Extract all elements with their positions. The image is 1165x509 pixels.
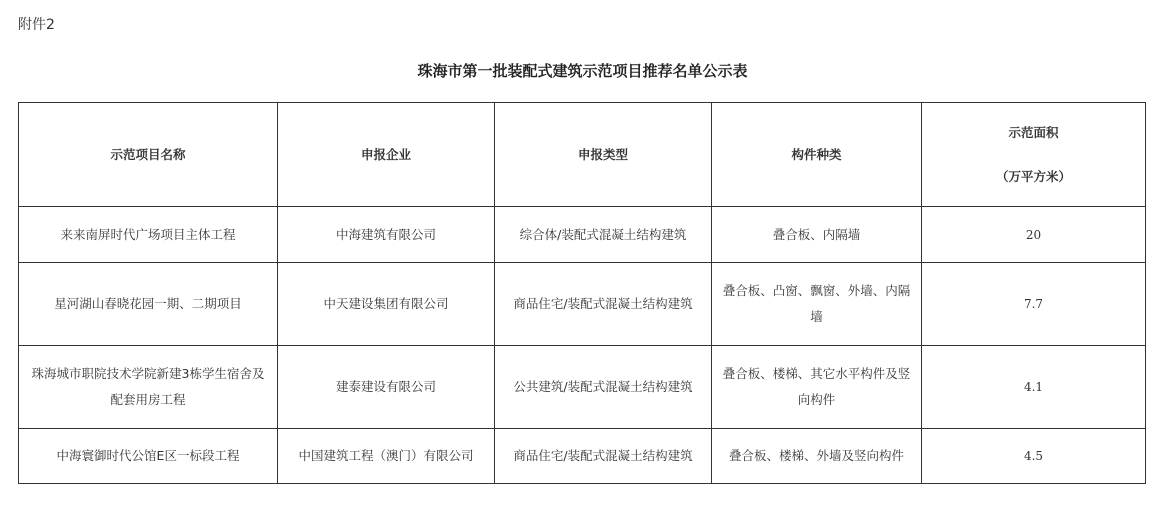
- cell-components: 叠合板、楼梯、外墙及竖向构件: [712, 429, 922, 484]
- header-area-unit: （万平方米）: [995, 168, 1071, 184]
- cell-company: 建泰建设有限公司: [278, 346, 495, 429]
- cell-area: 4.5: [922, 429, 1146, 484]
- cell-area: 20: [922, 207, 1146, 263]
- cell-company: 中天建设集团有限公司: [278, 263, 495, 346]
- cell-type: 公共建筑/装配式混凝土结构建筑: [495, 346, 712, 429]
- project-table: [18, 102, 1146, 484]
- cell-project-name: 珠海城市职院技术学院新建3栋学生宿舍及配套用房工程: [19, 346, 278, 429]
- table-row: [19, 207, 1146, 263]
- header-components: 构件种类: [712, 103, 922, 207]
- cell-components: 叠合板、凸窗、飘窗、外墙、内隔墙: [712, 263, 922, 346]
- cell-type: 综合体/装配式混凝土结构建筑: [495, 207, 712, 263]
- cell-components: 叠合板、楼梯、其它水平构件及竖向构件: [712, 346, 922, 429]
- cell-type: 商品住宅/装配式混凝土结构建筑: [495, 263, 712, 346]
- table-row: [19, 429, 1146, 484]
- header-company: 申报企业: [278, 103, 495, 207]
- cell-area: 4.1: [922, 346, 1146, 429]
- header-area-label: 示范面积: [1008, 124, 1059, 140]
- cell-components: 叠合板、内隔墙: [712, 207, 922, 263]
- header-project-name: 示范项目名称: [19, 103, 278, 207]
- cell-company: 中国建筑工程（澳门）有限公司: [278, 429, 495, 484]
- attachment-label: 附件2: [18, 17, 55, 33]
- document-title: 珠海市第一批装配式建筑示范项目推荐名单公示表: [417, 62, 748, 80]
- cell-company: 中海建筑有限公司: [278, 207, 495, 263]
- cell-type: 商品住宅/装配式混凝土结构建筑: [495, 429, 712, 484]
- header-area: [922, 103, 1146, 207]
- cell-project-name: 星河湖山春晓花园一期、二期项目: [19, 263, 278, 346]
- cell-area: 7.7: [922, 263, 1146, 346]
- table-row: [19, 263, 1146, 346]
- table-row: [19, 346, 1146, 429]
- cell-project-name: 中海寰御时代公馆E区一标段工程: [19, 429, 278, 484]
- cell-project-name: 来来南屏时代广场项目主体工程: [19, 207, 278, 263]
- header-type: 申报类型: [495, 103, 712, 207]
- table-header-row: [19, 103, 1146, 207]
